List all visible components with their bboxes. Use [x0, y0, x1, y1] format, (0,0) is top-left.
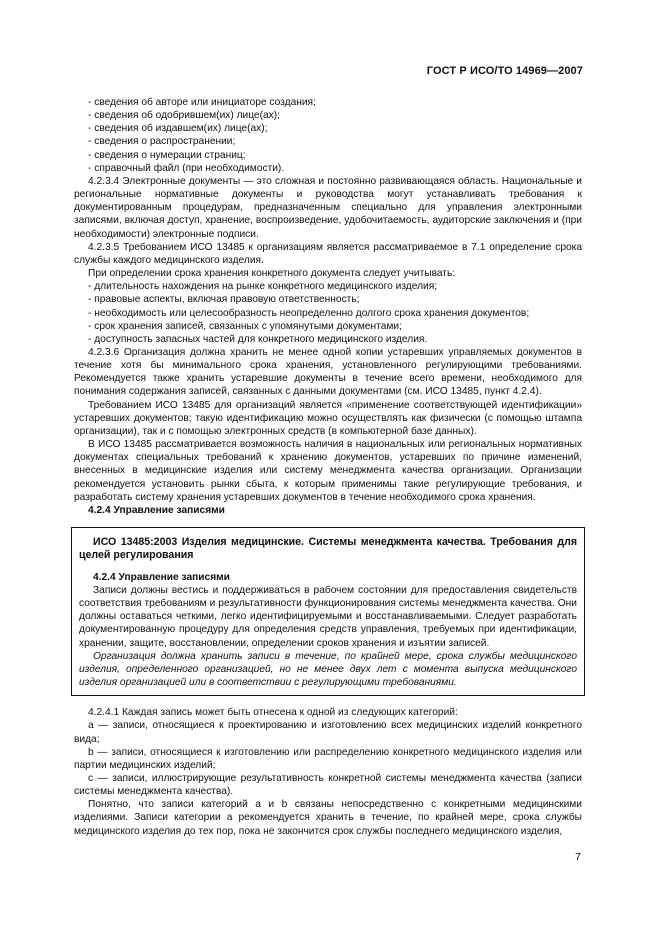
quote-subheading: 4.2.4 Управление записями: [93, 571, 230, 583]
list-consider: [74, 280, 582, 346]
paragraph-4234: 4.2.3.4 Электронные документы — это сложная и постоянно развивающаяся область. Национальные и региональные нормативные документы и руководства могут устанавливать требования к документированным процедурам, предназначенным специально для управления электронными записями, включая доступ, хранение, воспроизведение, удобочитаемость, аудиторские заключения и (при необходимости) электронные подписи.: [74, 175, 582, 240]
iso-quote-box: [71, 527, 585, 696]
list-item: - сведения о нумерации страниц;: [74, 149, 582, 162]
paragraph-4235: 4.2.3.5 Требованием ИСО 13485 к организациям является рассматриваемое в 7.1 определение срока службы каждого медицинского изделия.: [74, 241, 582, 266]
list-item: - сведения об издавшем(их) лице(ах);: [74, 122, 582, 135]
list-item: - доступность запасных частей для конкретного медицинского изделия.: [74, 333, 582, 346]
paragraph-consider: При определении срока хранения конкретного документа следует учитывать:: [88, 268, 456, 280]
paragraph-4236: 4.2.3.6 Организация должна хранить не менее одной копии устаревших управляемых документов в течение хотя бы минимального срока хранения, установленного регулирующими требованиями. Рекомендуется также хранить устаревшие документы в течение всего времени, необходимого для понимания содержания записей, связанных с данными документами (см. ИСО 13485, пункт 4.2.4).: [74, 346, 582, 398]
quote-title: ИСО 13485:2003 Изделия медицинские. Системы менеджмента качества. Требования для целей регулирования: [79, 536, 577, 562]
document-header: ГОСТ Р ИСО/ТО 14969—2007: [426, 65, 583, 77]
list-item: - сведения о распространении;: [74, 135, 582, 148]
category-a: а — записи, относящиеся к проектированию и изготовлению всех медицинских изделий конкретного вида;: [74, 720, 582, 745]
paragraph-last: Понятно, что записи категорий а и b связаны непосредственно с конкретными медицинскими изделиями. Записи категории а рекомендуется хранить в течение, по крайней мере, срока службы медицинского изделия до тех пор, пока не закончится срок службы последнего медицинского изделия,: [74, 799, 582, 837]
list-item: - сведения об авторе или инициаторе создания;: [74, 96, 582, 109]
list-item: - сведения об одобрившем(их) лице(ах);: [74, 109, 582, 122]
list-item: - правовые аспекты, включая правовую ответственность;: [74, 293, 582, 306]
paragraph-iso: В ИСО 13485 рассматривается возможность наличия в национальных или региональных нормативных документах специальных требований к хранению документов, устаревших по причине изменений, внесенных в медицинские изделия или систему менеджмента качества организации. Организации рекомендуется установить рынки сбыта, к которым применимы такие регулирующие требования, и разработать систему хранения устаревших документов в течение необходимого срока хранения.: [74, 439, 582, 503]
category-b: b — записи, относящиеся к изготовлению или распределению конкретного медицинского изделия или партии медицинских изделий;: [74, 746, 582, 771]
section-heading-424: 4.2.4 Управление записями: [88, 504, 225, 516]
page-number: 7: [575, 851, 581, 863]
list-item: - длительность нахождения на рынке конкретного медицинского изделия;: [74, 280, 582, 293]
paragraph-4241: 4.2.4.1 Каждая запись может быть отнесена к одной из следующих категорий:: [88, 707, 458, 719]
paragraph-requirement: Требованием ИСО 13485 для организаций является «применение соответствующей идентификации» устаревших документов; такую идентификацию можно осуществлять как физически (с помощью штампа организации), так и с помощью электронных средств (в компьютерной базе данных).: [74, 399, 582, 437]
list-item: - справочный файл (при необходимости).: [74, 162, 582, 175]
list-item: - срок хранения записей, связанных с упомянутыми документами;: [74, 320, 582, 333]
list-top: [74, 96, 582, 175]
list-item: - необходимость или целесообразность неопределенно долгого срока хранения документов;: [74, 307, 582, 320]
category-c: с — записи, иллюстрирующие результативность конкретной системы менеджмента качества (записи системы менеджмента качества).: [74, 773, 582, 798]
quote-italic: Организация должна хранить записи в течение, по крайней мере, срока службы медицинского изделия, определенного организацией, но не менее двух лет с момента выпуска медицинского изделия организацией или в соответствии с регулирующими требованиями.: [79, 650, 577, 689]
document-body: [74, 96, 582, 838]
quote-body: Записи должны вестись и поддерживаться в рабочем состоянии для предоставления свидетельств соответствия требованиям и результативности функционирования системы менеджмента качества. Они должны оставаться четкими, легко идентифицируемыми и восстанавливаемыми. Следует разработать документированную процедуру для определения средств управления, требуемых при идентификации, хранении, защите, восстановлении, определении сроков хранения и изъятии записей.: [79, 584, 577, 649]
